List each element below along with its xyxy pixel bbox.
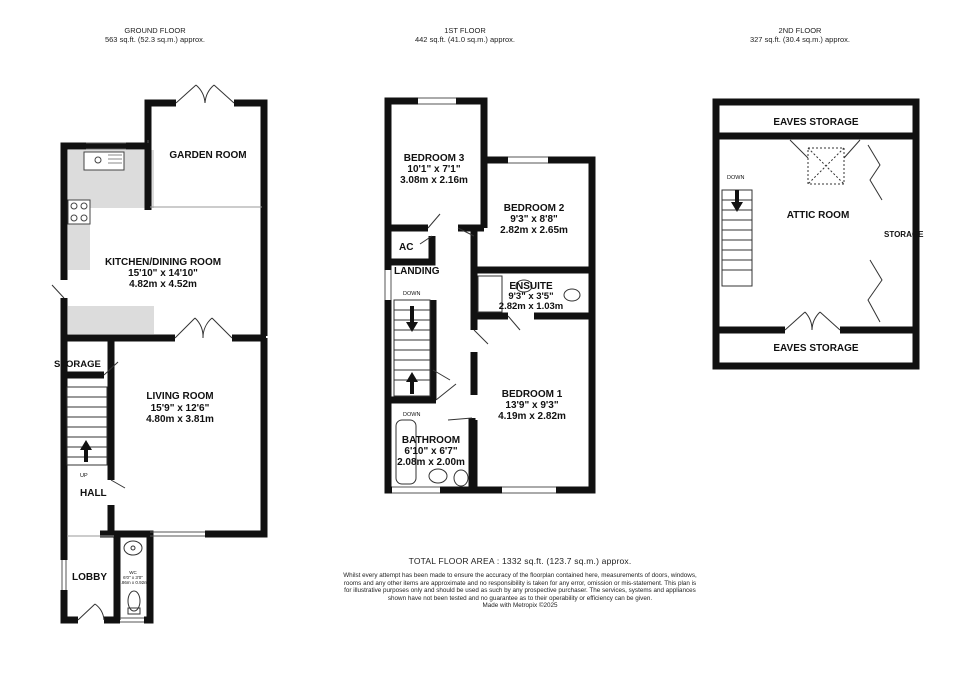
stairs-up-arrow-first-icon xyxy=(406,372,418,394)
wc-metric: 1.86m x 0.92m xyxy=(118,580,148,585)
floorplan-footer xyxy=(340,556,700,610)
bedroom1-label: BEDROOM 1 xyxy=(501,389,563,400)
attic-stairs-down-arrow-icon xyxy=(731,190,743,212)
bedroom1-imperial: 13'9" x 9'3" xyxy=(505,400,559,411)
hall-door xyxy=(111,480,125,488)
bathroom-imperial: 6'10" x 6'7" xyxy=(404,446,458,457)
second-floor-area: 327 sq.ft. (30.4 sq.m.) approx. xyxy=(749,35,851,44)
second-floor-title: 2ND FLOOR xyxy=(778,26,822,35)
made-with-text: Made with Metropix ©2025 xyxy=(482,602,558,610)
eaves-door-left xyxy=(790,140,808,158)
wall-living-right xyxy=(205,338,264,534)
storage-ground-label: STORAGE xyxy=(54,359,101,370)
ensuite-door xyxy=(508,316,520,330)
wc-basin-drain xyxy=(131,546,135,550)
eaves-bottom-door-arc-1 xyxy=(805,312,812,330)
landing-label: LANDING xyxy=(394,266,440,277)
kitchen-metric: 4.82m x 4.52m xyxy=(129,279,197,290)
living-door-arc-2 xyxy=(203,318,212,338)
bathroom-metric: 2.08m x 2.00m xyxy=(397,457,465,468)
living-metric: 4.80m x 3.81m xyxy=(146,414,214,425)
ensuite-imperial: 9'3" x 3'5" xyxy=(508,291,554,302)
living-door-arc-1 xyxy=(195,318,203,338)
living-label: LIVING ROOM xyxy=(146,391,214,402)
garden-door-arc-2 xyxy=(205,85,214,103)
eaves-bottom-label: EAVES STORAGE xyxy=(773,343,859,354)
garden-room-label: GARDEN ROOM xyxy=(169,150,247,161)
hall-label: HALL xyxy=(80,488,107,499)
ground-floor-title: GROUND FLOOR xyxy=(124,26,186,35)
ac-label: AC xyxy=(399,242,414,253)
bedroom2-metric: 2.82m x 2.65m xyxy=(500,225,568,236)
bedroom2-label: BEDROOM 2 xyxy=(503,203,565,214)
bedroom3-metric: 3.08m x 2.16m xyxy=(400,175,468,186)
bedroom3-imperial: 10'1" x 7'1" xyxy=(407,164,461,175)
ensuite-metric: 2.82m x 1.03m xyxy=(498,301,564,312)
skylight-diag-2 xyxy=(808,148,844,184)
wall-bath-left-bottom xyxy=(388,400,392,490)
bed3-door xyxy=(428,214,440,228)
eaves-top-label: EAVES STORAGE xyxy=(773,117,859,128)
stairs-up-label: UP xyxy=(80,473,88,479)
attic-storage-label: STORAGE xyxy=(884,230,924,239)
kitchen-worktop-bottom xyxy=(68,306,154,334)
bath-toilet-icon xyxy=(454,470,468,486)
bedroom2-imperial: 9'3" x 8'8" xyxy=(510,214,558,225)
storage-door-lower xyxy=(868,260,882,322)
eaves-bottom-door-1 xyxy=(785,312,805,330)
wall-bed1-bottom xyxy=(474,420,502,490)
kitchen-side-door xyxy=(52,285,64,298)
first-floor-title: 1ST FLOOR xyxy=(444,26,486,35)
first-stairs-down-label: DOWN xyxy=(403,291,421,297)
bedroom3-label: BEDROOM 3 xyxy=(403,153,465,164)
wc-imperial: 6'0" x 3'0" xyxy=(123,575,143,580)
eaves-bottom-door-arc-2 xyxy=(812,312,820,330)
bedroom1-metric: 4.19m x 2.82m xyxy=(498,411,566,422)
bath-stairs-down-label: DOWN xyxy=(403,412,421,418)
eaves-bottom-door-2 xyxy=(820,312,840,330)
second-floor-plan xyxy=(716,102,924,366)
stairs-up-arrow-icon xyxy=(80,440,92,462)
ground-floor-area: 563 sq.ft. (52.3 sq.m.) approx. xyxy=(104,35,206,44)
bathroom-door xyxy=(436,384,456,400)
front-door-arc xyxy=(95,604,104,620)
first-floor-area: 442 sq.ft. (41.0 sq.m.) approx. xyxy=(414,35,516,44)
total-floor-area: TOTAL FLOOR AREA : 1332 sq.ft. (123.7 sq.m.) approx. xyxy=(408,556,632,566)
front-door xyxy=(78,604,95,620)
ensuite-toilet-icon xyxy=(564,289,580,301)
first-floor-plan xyxy=(385,98,592,493)
bathroom-label: BATHROOM xyxy=(401,435,461,446)
attic-stairs-down-label: DOWN xyxy=(727,175,745,181)
bed1-door xyxy=(474,330,488,344)
hob-icon xyxy=(68,200,90,224)
living-imperial: 15'9" x 12'6" xyxy=(150,403,210,414)
ground-floor-plan xyxy=(52,85,266,622)
bath-door-swing xyxy=(448,418,472,420)
lobby-label: LOBBY xyxy=(72,572,107,583)
kitchen-label: KITCHEN/DINING ROOM xyxy=(104,257,222,268)
disclaimer-text: Whilst every attempt has been made to ensure the accuracy of the floorplan contained here, measurements of doors, windows, rooms and any other items are approximate and no responsibility is taken for any error, omission or mis-statement. This plan is for illustrative purposes only and should be used as such by any prospective purchaser. The services, systems and appliances shown have not been tested and no guarantee as to their operability or efficiency can be given. xyxy=(343,572,697,602)
attic-room-label: ATTIC ROOM xyxy=(786,210,850,221)
bath-basin-icon xyxy=(429,469,447,483)
kitchen-imperial: 15'10" x 14'10" xyxy=(128,268,198,279)
ensuite-label: ENSUITE xyxy=(509,281,553,292)
wc-basin-icon xyxy=(124,541,142,555)
eaves-door-right xyxy=(844,140,860,158)
wc-label: WC xyxy=(129,570,137,575)
storage-door-upper xyxy=(868,145,882,200)
wall-bed3-top-right xyxy=(456,101,508,160)
garden-door-arc-1 xyxy=(196,85,205,103)
wall-lobby-left-bottom xyxy=(64,590,78,620)
